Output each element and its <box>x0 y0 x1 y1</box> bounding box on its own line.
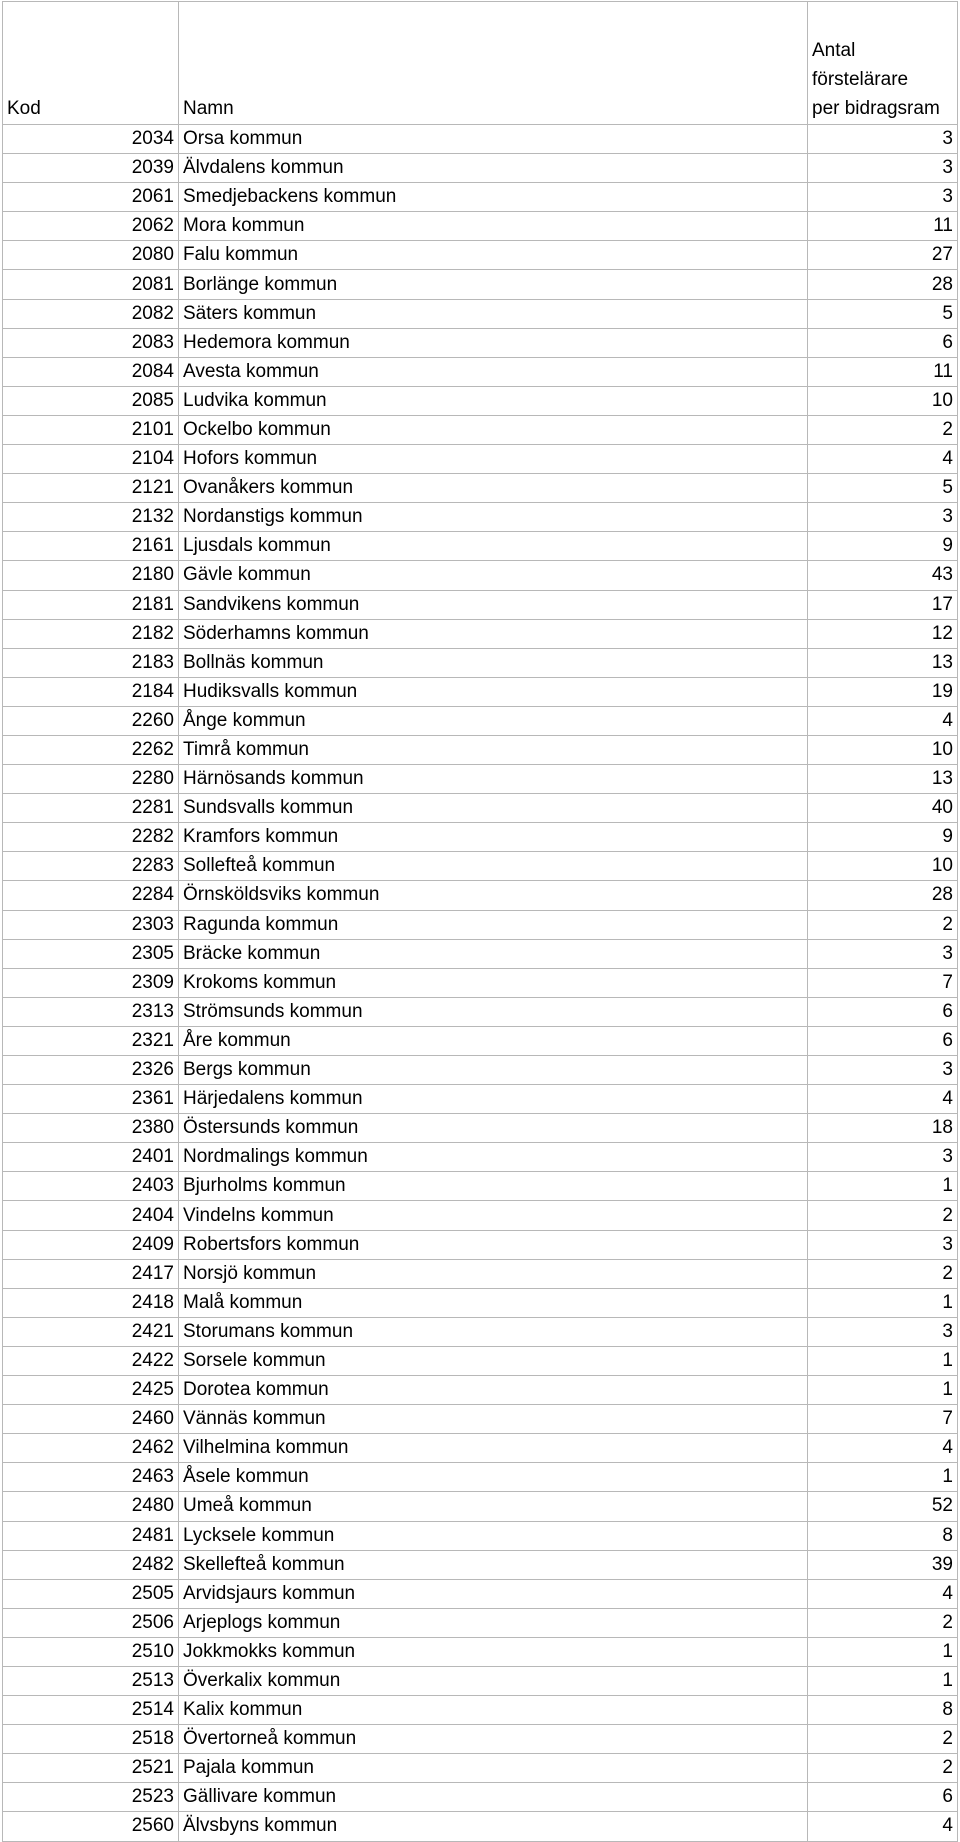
namn-cell: Jokkmokks kommun <box>179 1637 808 1666</box>
antal-cell: 4 <box>808 1812 958 1841</box>
table-row <box>3 910 958 939</box>
antal-cell: 6 <box>808 997 958 1026</box>
antal-cell: 3 <box>808 939 958 968</box>
table-row <box>3 1317 958 1346</box>
antal-cell: 2 <box>808 1754 958 1783</box>
namn-cell: Nordanstigs kommun <box>179 503 808 532</box>
kod-cell: 2182 <box>3 619 179 648</box>
namn-cell: Timrå kommun <box>179 735 808 764</box>
table-row <box>3 1521 958 1550</box>
namn-cell: Bergs kommun <box>179 1056 808 1085</box>
header-row <box>3 2 958 125</box>
antal-cell: 40 <box>808 794 958 823</box>
kod-cell: 2481 <box>3 1521 179 1550</box>
antal-cell: 10 <box>808 735 958 764</box>
antal-cell: 2 <box>808 1259 958 1288</box>
table-row <box>3 1405 958 1434</box>
antal-cell: 10 <box>808 852 958 881</box>
namn-cell: Orsa kommun <box>179 125 808 154</box>
kod-cell: 2403 <box>3 1172 179 1201</box>
namn-cell: Älvdalens kommun <box>179 154 808 183</box>
kod-cell: 2062 <box>3 212 179 241</box>
table-row <box>3 1463 958 1492</box>
namn-cell: Örnsköldsviks kommun <box>179 881 808 910</box>
namn-cell: Vännäs kommun <box>179 1405 808 1434</box>
antal-header-line2: förstelärare <box>812 69 909 90</box>
table-row <box>3 532 958 561</box>
kod-cell: 2180 <box>3 561 179 590</box>
table-row <box>3 125 958 154</box>
namn-cell: Borlänge kommun <box>179 270 808 299</box>
table-row <box>3 590 958 619</box>
namn-cell: Arjeplogs kommun <box>179 1608 808 1637</box>
namn-cell: Säters kommun <box>179 299 808 328</box>
antal-cell: 2 <box>808 1725 958 1754</box>
kod-cell: 2409 <box>3 1230 179 1259</box>
namn-cell: Arvidsjaurs kommun <box>179 1579 808 1608</box>
table-row <box>3 1754 958 1783</box>
antal-cell: 3 <box>808 1317 958 1346</box>
kod-cell: 2282 <box>3 823 179 852</box>
antal-cell: 11 <box>808 212 958 241</box>
table-row <box>3 1666 958 1695</box>
namn-cell: Gävle kommun <box>179 561 808 590</box>
kod-cell: 2521 <box>3 1754 179 1783</box>
kod-header: Kod <box>3 2 179 125</box>
antal-cell: 3 <box>808 503 958 532</box>
antal-cell: 17 <box>808 590 958 619</box>
namn-cell: Norsjö kommun <box>179 1259 808 1288</box>
namn-cell: Hofors kommun <box>179 445 808 474</box>
antal-cell: 28 <box>808 881 958 910</box>
antal-cell: 8 <box>808 1521 958 1550</box>
antal-cell: 3 <box>808 183 958 212</box>
antal-cell: 8 <box>808 1696 958 1725</box>
table-row <box>3 706 958 735</box>
antal-cell: 3 <box>808 1230 958 1259</box>
table-row <box>3 386 958 415</box>
namn-cell: Mora kommun <box>179 212 808 241</box>
namn-cell: Kramfors kommun <box>179 823 808 852</box>
table-row <box>3 1696 958 1725</box>
table-row <box>3 794 958 823</box>
namn-cell: Storumans kommun <box>179 1317 808 1346</box>
table-row <box>3 183 958 212</box>
table-row <box>3 212 958 241</box>
table-row <box>3 1608 958 1637</box>
antal-cell: 1 <box>808 1463 958 1492</box>
kod-cell: 2313 <box>3 997 179 1026</box>
kod-cell: 2513 <box>3 1666 179 1695</box>
namn-cell: Lycksele kommun <box>179 1521 808 1550</box>
namn-cell: Sandvikens kommun <box>179 590 808 619</box>
kod-cell: 2121 <box>3 474 179 503</box>
antal-header-line1: Antal <box>812 40 856 61</box>
kod-cell: 2061 <box>3 183 179 212</box>
antal-cell: 39 <box>808 1550 958 1579</box>
antal-cell: 27 <box>808 241 958 270</box>
kod-cell: 2309 <box>3 968 179 997</box>
namn-cell: Ludvika kommun <box>179 386 808 415</box>
kod-cell: 2260 <box>3 706 179 735</box>
namn-cell: Överkalix kommun <box>179 1666 808 1695</box>
kod-cell: 2462 <box>3 1434 179 1463</box>
table-row <box>3 1172 958 1201</box>
table-row <box>3 154 958 183</box>
namn-cell: Östersunds kommun <box>179 1114 808 1143</box>
kod-cell: 2284 <box>3 881 179 910</box>
table-row <box>3 765 958 794</box>
namn-cell: Umeå kommun <box>179 1492 808 1521</box>
antal-cell: 13 <box>808 648 958 677</box>
kod-cell: 2518 <box>3 1725 179 1754</box>
namn-header: Namn <box>179 2 808 125</box>
table-row <box>3 968 958 997</box>
namn-cell: Åsele kommun <box>179 1463 808 1492</box>
antal-cell: 18 <box>808 1114 958 1143</box>
kod-cell: 2401 <box>3 1143 179 1172</box>
antal-cell: 7 <box>808 1405 958 1434</box>
table-row <box>3 1783 958 1812</box>
namn-cell: Avesta kommun <box>179 357 808 386</box>
kod-cell: 2523 <box>3 1783 179 1812</box>
table-row <box>3 270 958 299</box>
kod-cell: 2080 <box>3 241 179 270</box>
namn-cell: Vilhelmina kommun <box>179 1434 808 1463</box>
kod-cell: 2560 <box>3 1812 179 1841</box>
table-row <box>3 1346 958 1375</box>
namn-cell: Ragunda kommun <box>179 910 808 939</box>
kod-cell: 2183 <box>3 648 179 677</box>
table-row <box>3 561 958 590</box>
namn-cell: Robertsfors kommun <box>179 1230 808 1259</box>
namn-cell: Strömsunds kommun <box>179 997 808 1026</box>
table-row <box>3 735 958 764</box>
kod-cell: 2101 <box>3 415 179 444</box>
kod-cell: 2480 <box>3 1492 179 1521</box>
namn-cell: Sorsele kommun <box>179 1346 808 1375</box>
kod-cell: 2084 <box>3 357 179 386</box>
table-row <box>3 1230 958 1259</box>
antal-cell: 4 <box>808 1434 958 1463</box>
kod-cell: 2303 <box>3 910 179 939</box>
antal-cell: 19 <box>808 677 958 706</box>
namn-cell: Sollefteå kommun <box>179 852 808 881</box>
namn-cell: Falu kommun <box>179 241 808 270</box>
antal-cell: 1 <box>808 1666 958 1695</box>
table-row <box>3 299 958 328</box>
namn-cell: Åre kommun <box>179 1026 808 1055</box>
table-row <box>3 415 958 444</box>
antal-cell: 6 <box>808 1026 958 1055</box>
namn-cell: Bräcke kommun <box>179 939 808 968</box>
kod-cell: 2081 <box>3 270 179 299</box>
namn-cell: Gällivare kommun <box>179 1783 808 1812</box>
table-row <box>3 648 958 677</box>
table-row <box>3 881 958 910</box>
kod-cell: 2418 <box>3 1288 179 1317</box>
table-row <box>3 1550 958 1579</box>
table-row <box>3 1579 958 1608</box>
table-row <box>3 1056 958 1085</box>
namn-cell: Sundsvalls kommun <box>179 794 808 823</box>
table-row <box>3 445 958 474</box>
antal-cell: 52 <box>808 1492 958 1521</box>
municipality-table <box>2 1 958 1842</box>
namn-cell: Dorotea kommun <box>179 1376 808 1405</box>
kod-cell: 2083 <box>3 328 179 357</box>
namn-cell: Ockelbo kommun <box>179 415 808 444</box>
antal-cell: 1 <box>808 1288 958 1317</box>
kod-cell: 2482 <box>3 1550 179 1579</box>
table-row <box>3 1143 958 1172</box>
antal-cell: 6 <box>808 1783 958 1812</box>
antal-cell: 13 <box>808 765 958 794</box>
kod-cell: 2404 <box>3 1201 179 1230</box>
kod-cell: 2463 <box>3 1463 179 1492</box>
table-row <box>3 823 958 852</box>
kod-cell: 2514 <box>3 1696 179 1725</box>
table-row <box>3 997 958 1026</box>
kod-cell: 2380 <box>3 1114 179 1143</box>
kod-cell: 2281 <box>3 794 179 823</box>
namn-cell: Ånge kommun <box>179 706 808 735</box>
table-row <box>3 619 958 648</box>
namn-cell: Härnösands kommun <box>179 765 808 794</box>
table-row <box>3 852 958 881</box>
kod-cell: 2321 <box>3 1026 179 1055</box>
namn-cell: Krokoms kommun <box>179 968 808 997</box>
antal-cell: 12 <box>808 619 958 648</box>
antal-cell: 3 <box>808 1143 958 1172</box>
table-row <box>3 1026 958 1055</box>
antal-cell: 5 <box>808 299 958 328</box>
table-row <box>3 1201 958 1230</box>
kod-cell: 2039 <box>3 154 179 183</box>
antal-cell: 9 <box>808 532 958 561</box>
kod-cell: 2132 <box>3 503 179 532</box>
antal-cell: 4 <box>808 706 958 735</box>
namn-cell: Söderhamns kommun <box>179 619 808 648</box>
table-row <box>3 1376 958 1405</box>
kod-cell: 2085 <box>3 386 179 415</box>
namn-cell: Hedemora kommun <box>179 328 808 357</box>
antal-header-line3: per bidragsram <box>812 98 940 119</box>
antal-cell: 1 <box>808 1376 958 1405</box>
namn-cell: Bollnäs kommun <box>179 648 808 677</box>
kod-cell: 2505 <box>3 1579 179 1608</box>
namn-cell: Härjedalens kommun <box>179 1085 808 1114</box>
antal-cell: 1 <box>808 1637 958 1666</box>
kod-cell: 2421 <box>3 1317 179 1346</box>
kod-cell: 2082 <box>3 299 179 328</box>
antal-cell: 3 <box>808 125 958 154</box>
table-row <box>3 357 958 386</box>
kod-cell: 2506 <box>3 1608 179 1637</box>
antal-cell: 4 <box>808 445 958 474</box>
kod-cell: 2283 <box>3 852 179 881</box>
table-row <box>3 328 958 357</box>
table-row <box>3 1288 958 1317</box>
table-body <box>3 125 958 1842</box>
antal-cell: 10 <box>808 386 958 415</box>
antal-cell: 6 <box>808 328 958 357</box>
table-row <box>3 1085 958 1114</box>
antal-cell: 4 <box>808 1085 958 1114</box>
table-row <box>3 241 958 270</box>
antal-cell: 3 <box>808 154 958 183</box>
namn-cell: Pajala kommun <box>179 1754 808 1783</box>
kod-cell: 2184 <box>3 677 179 706</box>
kod-cell: 2280 <box>3 765 179 794</box>
table-row <box>3 1725 958 1754</box>
namn-cell: Kalix kommun <box>179 1696 808 1725</box>
namn-cell: Älvsbyns kommun <box>179 1812 808 1841</box>
antal-cell: 7 <box>808 968 958 997</box>
namn-cell: Vindelns kommun <box>179 1201 808 1230</box>
antal-cell: 2 <box>808 415 958 444</box>
kod-cell: 2034 <box>3 125 179 154</box>
kod-cell: 2425 <box>3 1376 179 1405</box>
antal-cell: 11 <box>808 357 958 386</box>
kod-cell: 2326 <box>3 1056 179 1085</box>
kod-cell: 2417 <box>3 1259 179 1288</box>
antal-cell: 1 <box>808 1346 958 1375</box>
table-row <box>3 503 958 532</box>
kod-cell: 2422 <box>3 1346 179 1375</box>
kod-cell: 2305 <box>3 939 179 968</box>
namn-cell: Skellefteå kommun <box>179 1550 808 1579</box>
table-row <box>3 1492 958 1521</box>
table-row <box>3 939 958 968</box>
kod-cell: 2262 <box>3 735 179 764</box>
table-row <box>3 1259 958 1288</box>
kod-cell: 2161 <box>3 532 179 561</box>
antal-cell: 28 <box>808 270 958 299</box>
namn-cell: Ljusdals kommun <box>179 532 808 561</box>
kod-cell: 2510 <box>3 1637 179 1666</box>
kod-cell: 2460 <box>3 1405 179 1434</box>
antal-cell: 3 <box>808 1056 958 1085</box>
namn-cell: Bjurholms kommun <box>179 1172 808 1201</box>
antal-header <box>808 2 958 125</box>
table-row <box>3 677 958 706</box>
antal-cell: 5 <box>808 474 958 503</box>
antal-cell: 9 <box>808 823 958 852</box>
table-row <box>3 1812 958 1841</box>
namn-cell: Smedjebackens kommun <box>179 183 808 212</box>
antal-cell: 4 <box>808 1579 958 1608</box>
table-row <box>3 1114 958 1143</box>
antal-cell: 2 <box>808 1201 958 1230</box>
antal-cell: 1 <box>808 1172 958 1201</box>
kod-cell: 2361 <box>3 1085 179 1114</box>
kod-cell: 2181 <box>3 590 179 619</box>
antal-cell: 2 <box>808 1608 958 1637</box>
table-row <box>3 474 958 503</box>
kod-cell: 2104 <box>3 445 179 474</box>
table-row <box>3 1434 958 1463</box>
namn-cell: Övertorneå kommun <box>179 1725 808 1754</box>
antal-cell: 2 <box>808 910 958 939</box>
antal-cell: 43 <box>808 561 958 590</box>
namn-cell: Malå kommun <box>179 1288 808 1317</box>
namn-cell: Hudiksvalls kommun <box>179 677 808 706</box>
namn-cell: Nordmalings kommun <box>179 1143 808 1172</box>
namn-cell: Ovanåkers kommun <box>179 474 808 503</box>
table-row <box>3 1637 958 1666</box>
